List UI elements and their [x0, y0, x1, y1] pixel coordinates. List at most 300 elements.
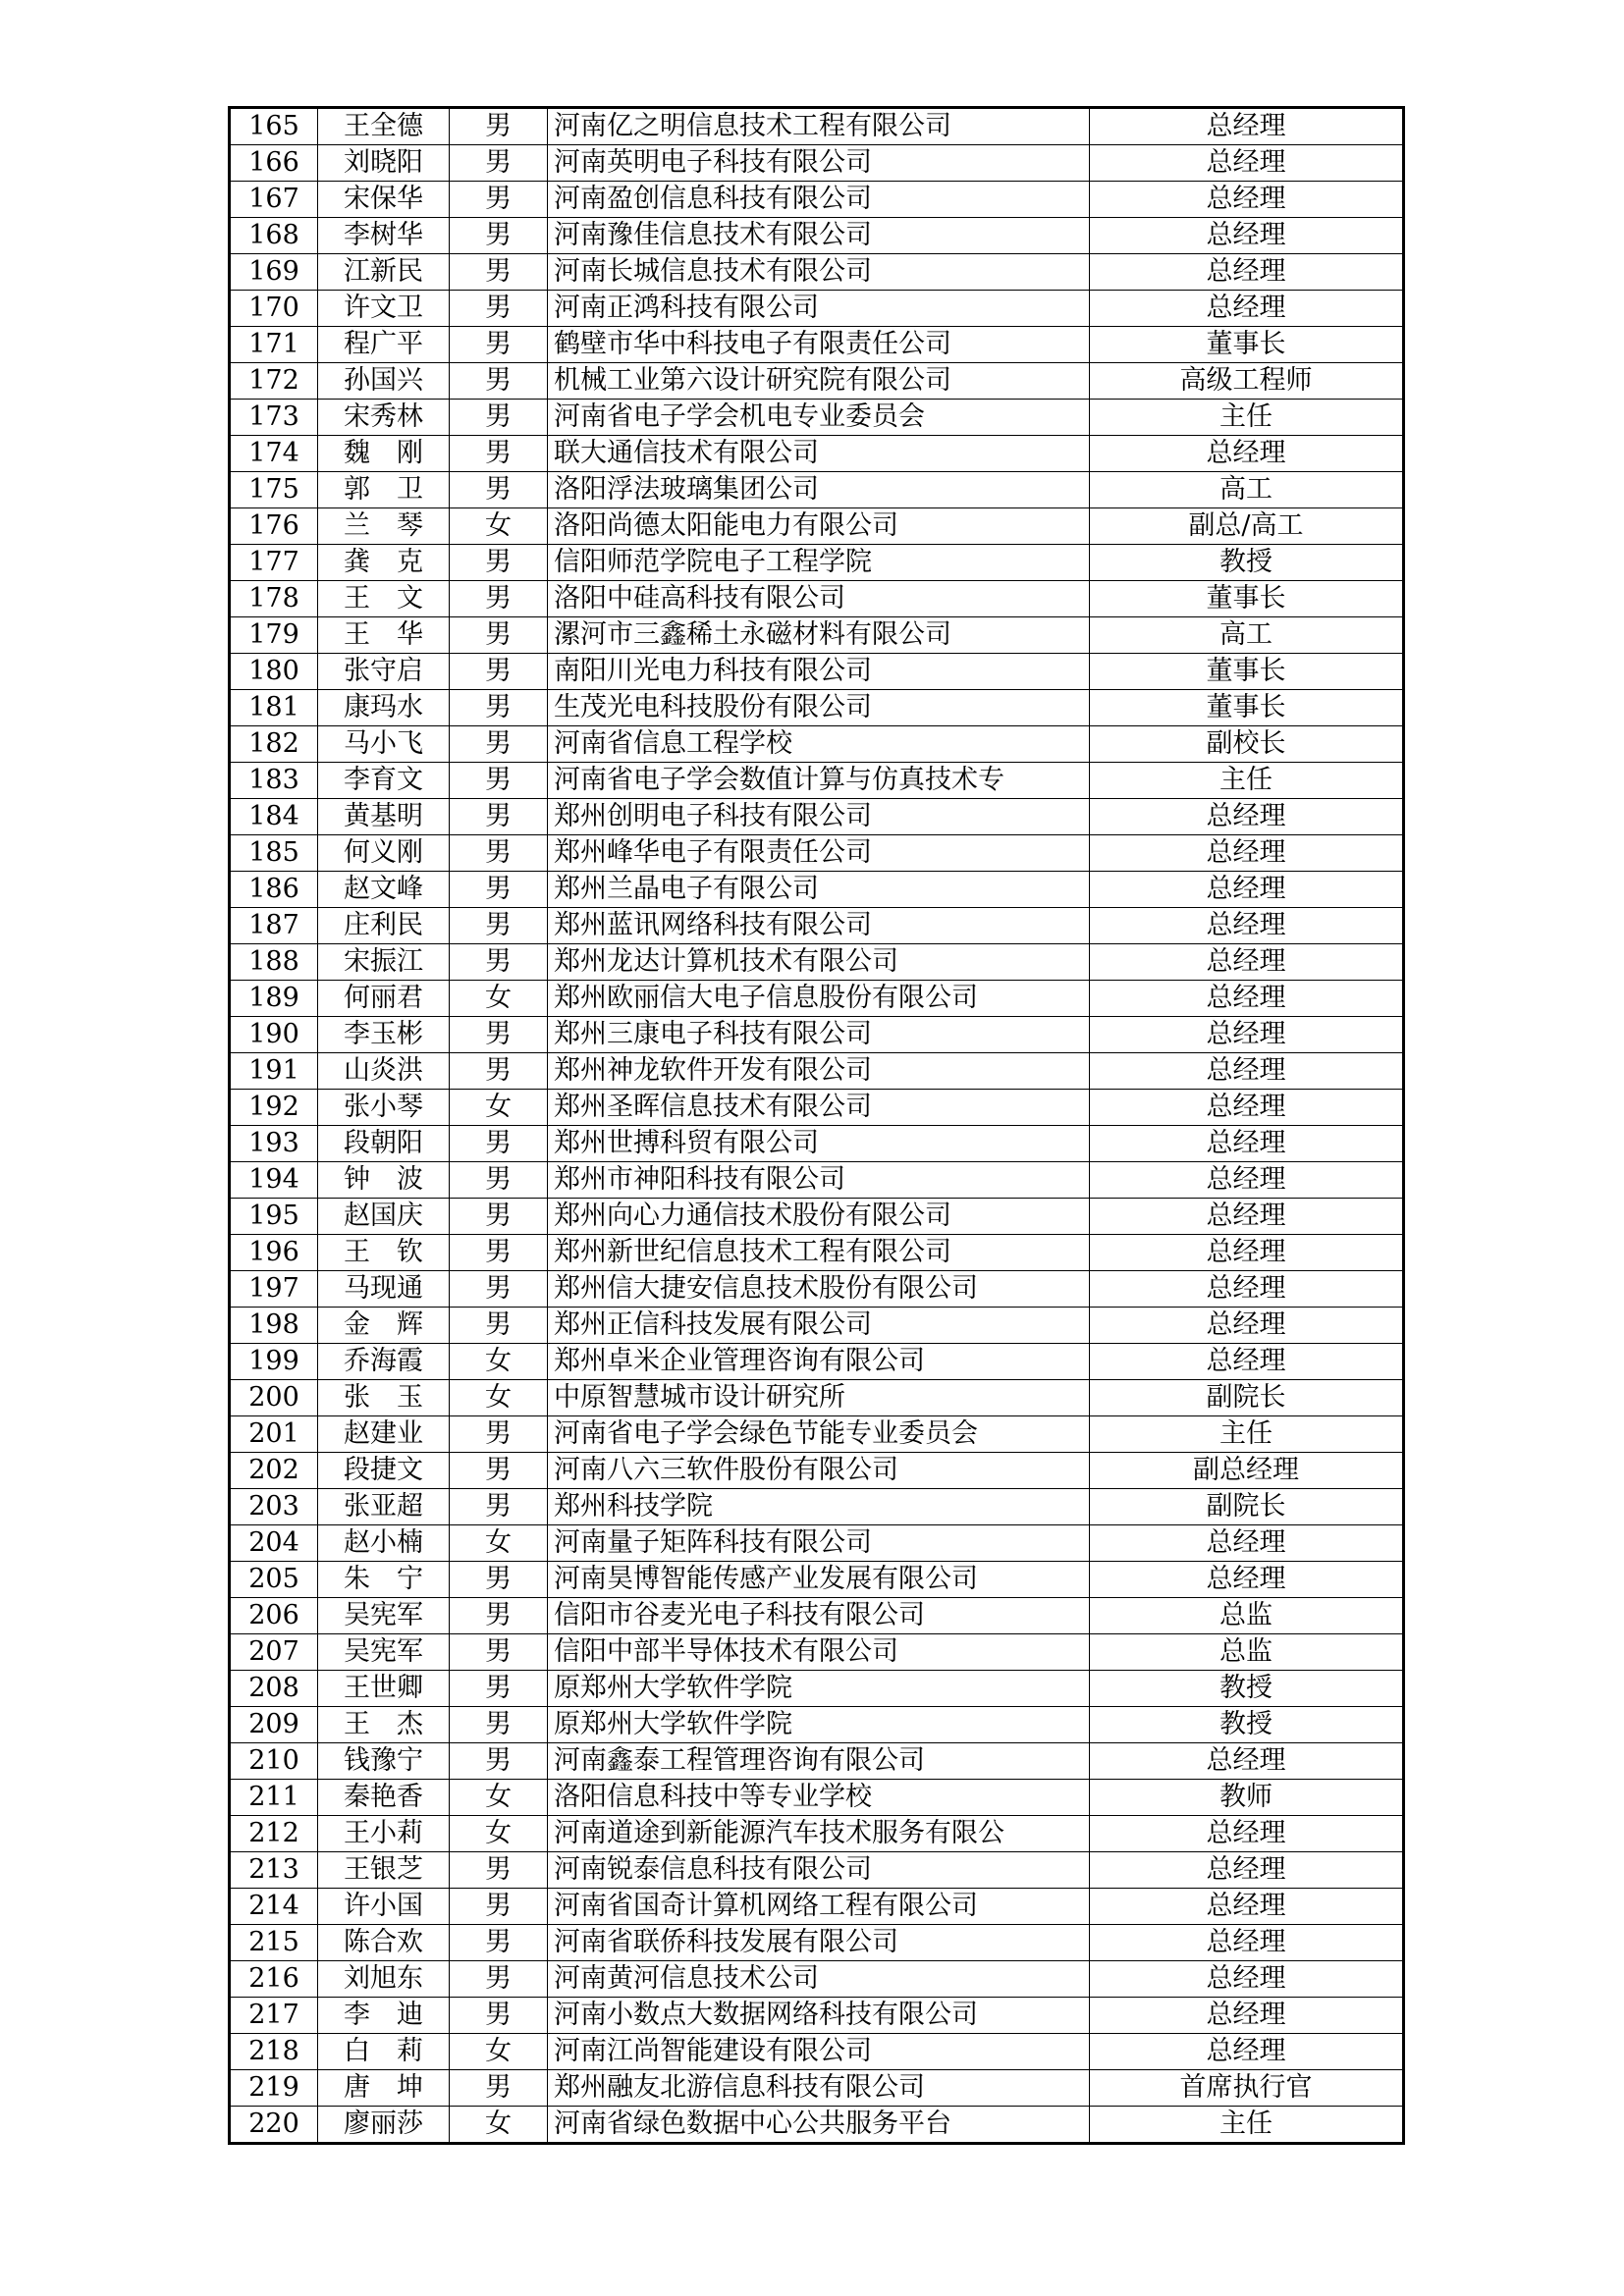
member-name: 廖丽莎	[318, 2107, 450, 2144]
member-title: 总经理	[1090, 1852, 1404, 1889]
member-organization: 原郑州大学软件学院	[548, 1707, 1090, 1743]
member-title: 总经理	[1090, 218, 1404, 254]
member-gender: 男	[450, 472, 548, 508]
member-name: 王 文	[318, 581, 450, 617]
row-number: 207	[230, 1634, 318, 1671]
member-name: 钱豫宁	[318, 1743, 450, 1780]
table-row	[230, 981, 1404, 1017]
member-gender: 男	[450, 1925, 548, 1961]
member-organization: 洛阳中硅高科技有限公司	[548, 581, 1090, 617]
member-name: 陈合欢	[318, 1925, 450, 1961]
member-gender: 男	[450, 1852, 548, 1889]
table-row	[230, 799, 1404, 835]
member-name: 王 杰	[318, 1707, 450, 1743]
table-row	[230, 508, 1404, 545]
member-name: 何义刚	[318, 835, 450, 872]
table-row	[230, 763, 1404, 799]
table-row	[230, 436, 1404, 472]
member-name: 庄利民	[318, 908, 450, 944]
table-row	[230, 182, 1404, 218]
member-title: 总经理	[1090, 944, 1404, 981]
member-title: 副院长	[1090, 1489, 1404, 1525]
member-name: 李 迪	[318, 1998, 450, 2034]
table-row	[230, 1199, 1404, 1235]
member-title: 总经理	[1090, 1053, 1404, 1090]
member-gender: 男	[450, 908, 548, 944]
member-title: 总经理	[1090, 436, 1404, 472]
table-row	[230, 872, 1404, 908]
row-number: 210	[230, 1743, 318, 1780]
member-organization: 河南黄河信息技术公司	[548, 1961, 1090, 1998]
member-title: 董事长	[1090, 654, 1404, 690]
member-title: 首席执行官	[1090, 2070, 1404, 2107]
member-title: 总经理	[1090, 1090, 1404, 1126]
table-row	[230, 291, 1404, 327]
member-name: 王 钦	[318, 1235, 450, 1271]
member-title: 高工	[1090, 472, 1404, 508]
row-number: 188	[230, 944, 318, 981]
table-row	[230, 654, 1404, 690]
member-organization: 河南鑫泰工程管理咨询有限公司	[548, 1743, 1090, 1780]
table-row	[230, 2070, 1404, 2107]
member-organization: 河南道途到新能源汽车技术服务有限公	[548, 1816, 1090, 1852]
member-gender: 男	[450, 690, 548, 726]
member-title: 总经理	[1090, 1743, 1404, 1780]
table-row	[230, 400, 1404, 436]
member-gender: 男	[450, 1308, 548, 1344]
member-title: 总经理	[1090, 254, 1404, 291]
member-gender: 男	[450, 545, 548, 581]
member-name: 秦艳香	[318, 1780, 450, 1816]
member-name: 马现通	[318, 1271, 450, 1308]
member-organization: 郑州正信科技发展有限公司	[548, 1308, 1090, 1344]
member-gender: 男	[450, 1707, 548, 1743]
member-name: 魏 刚	[318, 436, 450, 472]
member-organization: 原郑州大学软件学院	[548, 1671, 1090, 1707]
member-organization: 鹤壁市华中科技电子有限责任公司	[548, 327, 1090, 363]
table-row	[230, 254, 1404, 291]
row-number: 218	[230, 2034, 318, 2070]
member-organization: 河南亿之明信息技术工程有限公司	[548, 108, 1090, 145]
member-gender: 女	[450, 1380, 548, 1416]
member-organization: 郑州圣晖信息技术有限公司	[548, 1090, 1090, 1126]
table-row	[230, 1562, 1404, 1598]
table-row	[230, 1925, 1404, 1961]
member-name: 黄基明	[318, 799, 450, 835]
row-number: 184	[230, 799, 318, 835]
member-gender: 男	[450, 1562, 548, 1598]
row-number: 214	[230, 1889, 318, 1925]
row-number: 206	[230, 1598, 318, 1634]
table-row	[230, 726, 1404, 763]
member-title: 总经理	[1090, 799, 1404, 835]
table-row	[230, 581, 1404, 617]
row-number: 186	[230, 872, 318, 908]
row-number: 187	[230, 908, 318, 944]
member-organization: 河南盈创信息科技有限公司	[548, 182, 1090, 218]
member-name: 许小国	[318, 1889, 450, 1925]
table-row	[230, 1634, 1404, 1671]
member-title: 总经理	[1090, 1925, 1404, 1961]
table-row	[230, 1053, 1404, 1090]
table-row	[230, 1598, 1404, 1634]
row-number: 190	[230, 1017, 318, 1053]
member-gender: 男	[450, 763, 548, 799]
member-name: 金 辉	[318, 1308, 450, 1344]
row-number: 213	[230, 1852, 318, 1889]
table-row	[230, 145, 1404, 182]
table-row	[230, 1525, 1404, 1562]
row-number: 217	[230, 1998, 318, 2034]
table-row	[230, 1017, 1404, 1053]
member-name: 张小琴	[318, 1090, 450, 1126]
member-title: 总经理	[1090, 145, 1404, 182]
member-gender: 男	[450, 726, 548, 763]
member-gender: 男	[450, 1598, 548, 1634]
row-number: 165	[230, 108, 318, 145]
member-title: 副总/高工	[1090, 508, 1404, 545]
member-organization: 河南锐泰信息科技有限公司	[548, 1852, 1090, 1889]
row-number: 208	[230, 1671, 318, 1707]
member-title: 总经理	[1090, 1271, 1404, 1308]
table-row	[230, 1998, 1404, 2034]
row-number: 174	[230, 436, 318, 472]
table-row	[230, 108, 1404, 145]
member-name: 唐 坤	[318, 2070, 450, 2107]
member-gender: 男	[450, 1162, 548, 1199]
row-number: 201	[230, 1416, 318, 1453]
table-row	[230, 1126, 1404, 1162]
row-number: 192	[230, 1090, 318, 1126]
member-gender: 男	[450, 1199, 548, 1235]
member-organization: 郑州融友北游信息科技有限公司	[548, 2070, 1090, 2107]
member-gender: 男	[450, 1671, 548, 1707]
member-organization: 河南省联侨科技发展有限公司	[548, 1925, 1090, 1961]
member-gender: 女	[450, 981, 548, 1017]
member-name: 李育文	[318, 763, 450, 799]
member-gender: 女	[450, 508, 548, 545]
member-organization: 河南豫佳信息技术有限公司	[548, 218, 1090, 254]
row-number: 173	[230, 400, 318, 436]
member-organization: 河南省电子学会绿色节能专业委员会	[548, 1416, 1090, 1453]
member-organization: 郑州蓝讯网络科技有限公司	[548, 908, 1090, 944]
table-row	[230, 363, 1404, 400]
member-name: 宋保华	[318, 182, 450, 218]
member-organization: 漯河市三鑫稀土永磁材料有限公司	[548, 617, 1090, 654]
row-number: 179	[230, 617, 318, 654]
member-title: 董事长	[1090, 327, 1404, 363]
row-number: 168	[230, 218, 318, 254]
member-name: 王小莉	[318, 1816, 450, 1852]
member-name: 孙国兴	[318, 363, 450, 400]
table-row	[230, 327, 1404, 363]
member-gender: 男	[450, 617, 548, 654]
member-title: 总经理	[1090, 1889, 1404, 1925]
row-number: 202	[230, 1453, 318, 1489]
member-title: 总经理	[1090, 1525, 1404, 1562]
member-organization: 郑州科技学院	[548, 1489, 1090, 1525]
member-name: 李玉彬	[318, 1017, 450, 1053]
member-title: 董事长	[1090, 581, 1404, 617]
member-gender: 女	[450, 2107, 548, 2144]
member-title: 主任	[1090, 763, 1404, 799]
row-number: 191	[230, 1053, 318, 1090]
member-gender: 男	[450, 436, 548, 472]
member-organization: 联大通信技术有限公司	[548, 436, 1090, 472]
row-number: 199	[230, 1344, 318, 1380]
row-number: 193	[230, 1126, 318, 1162]
member-name: 王银芝	[318, 1852, 450, 1889]
row-number: 203	[230, 1489, 318, 1525]
member-name: 宋秀林	[318, 400, 450, 436]
row-number: 211	[230, 1780, 318, 1816]
table-row	[230, 944, 1404, 981]
row-number: 200	[230, 1380, 318, 1416]
row-number: 219	[230, 2070, 318, 2107]
member-organization: 郑州市神阳科技有限公司	[548, 1162, 1090, 1199]
member-gender: 男	[450, 581, 548, 617]
member-name: 赵国庆	[318, 1199, 450, 1235]
member-organization: 河南省信息工程学校	[548, 726, 1090, 763]
member-name: 李树华	[318, 218, 450, 254]
member-gender: 男	[450, 1634, 548, 1671]
member-name: 刘旭东	[318, 1961, 450, 1998]
member-title: 副校长	[1090, 726, 1404, 763]
member-organization: 南阳川光电力科技有限公司	[548, 654, 1090, 690]
member-organization: 郑州新世纪信息技术工程有限公司	[548, 1235, 1090, 1271]
member-organization: 河南省国奇计算机网络工程有限公司	[548, 1889, 1090, 1925]
table-row	[230, 1707, 1404, 1743]
member-gender: 男	[450, 1998, 548, 2034]
member-name: 山炎洪	[318, 1053, 450, 1090]
member-title: 总经理	[1090, 872, 1404, 908]
row-number: 205	[230, 1562, 318, 1598]
member-title: 总经理	[1090, 908, 1404, 944]
member-gender: 男	[450, 1416, 548, 1453]
member-gender: 女	[450, 1525, 548, 1562]
table-row	[230, 690, 1404, 726]
member-gender: 女	[450, 2034, 548, 2070]
row-number: 176	[230, 508, 318, 545]
member-title: 主任	[1090, 1416, 1404, 1453]
member-title: 教师	[1090, 1780, 1404, 1816]
member-organization: 中原智慧城市设计研究所	[548, 1380, 1090, 1416]
table-row	[230, 218, 1404, 254]
row-number: 212	[230, 1816, 318, 1852]
member-title: 总经理	[1090, 835, 1404, 872]
member-gender: 男	[450, 1453, 548, 1489]
member-title: 教授	[1090, 1671, 1404, 1707]
member-name: 张守启	[318, 654, 450, 690]
member-organization: 信阳市谷麦光电子科技有限公司	[548, 1598, 1090, 1634]
member-organization: 河南正鸿科技有限公司	[548, 291, 1090, 327]
member-name: 刘晓阳	[318, 145, 450, 182]
member-title: 董事长	[1090, 690, 1404, 726]
member-gender: 女	[450, 1090, 548, 1126]
member-organization: 郑州欧丽信大电子信息股份有限公司	[548, 981, 1090, 1017]
member-gender: 男	[450, 1889, 548, 1925]
row-number: 171	[230, 327, 318, 363]
row-number: 196	[230, 1235, 318, 1271]
member-name: 王世卿	[318, 1671, 450, 1707]
row-number: 181	[230, 690, 318, 726]
member-organization: 郑州创明电子科技有限公司	[548, 799, 1090, 835]
member-name: 王全德	[318, 108, 450, 145]
row-number: 204	[230, 1525, 318, 1562]
member-organization: 郑州峰华电子有限责任公司	[548, 835, 1090, 872]
member-organization: 郑州神龙软件开发有限公司	[548, 1053, 1090, 1090]
member-title: 总经理	[1090, 1199, 1404, 1235]
member-organization: 洛阳浮法玻璃集团公司	[548, 472, 1090, 508]
member-name: 江新民	[318, 254, 450, 291]
member-gender: 男	[450, 1053, 548, 1090]
member-organization: 河南省绿色数据中心公共服务平台	[548, 2107, 1090, 2144]
row-number: 167	[230, 182, 318, 218]
member-name: 吴宪军	[318, 1634, 450, 1671]
member-name: 许文卫	[318, 291, 450, 327]
member-title: 总经理	[1090, 981, 1404, 1017]
member-gender: 男	[450, 2070, 548, 2107]
row-number: 198	[230, 1308, 318, 1344]
member-gender: 男	[450, 254, 548, 291]
member-title: 总经理	[1090, 1308, 1404, 1344]
member-organization: 郑州世搏科贸有限公司	[548, 1126, 1090, 1162]
member-organization: 河南小数点大数据网络科技有限公司	[548, 1998, 1090, 2034]
table-row	[230, 1344, 1404, 1380]
table-row	[230, 1090, 1404, 1126]
table-row	[230, 1852, 1404, 1889]
member-organization: 河南江尚智能建设有限公司	[548, 2034, 1090, 2070]
member-gender: 男	[450, 1743, 548, 1780]
member-name: 张亚超	[318, 1489, 450, 1525]
member-gender: 男	[450, 400, 548, 436]
member-name: 白 莉	[318, 2034, 450, 2070]
member-name: 钟 波	[318, 1162, 450, 1199]
member-name: 程广平	[318, 327, 450, 363]
table-row	[230, 1816, 1404, 1852]
member-organization: 河南省电子学会数值计算与仿真技术专	[548, 763, 1090, 799]
row-number: 209	[230, 1707, 318, 1743]
member-gender: 男	[450, 654, 548, 690]
member-gender: 男	[450, 291, 548, 327]
member-organization: 信阳师范学院电子工程学院	[548, 545, 1090, 581]
row-number: 194	[230, 1162, 318, 1199]
table-row	[230, 835, 1404, 872]
member-gender: 男	[450, 872, 548, 908]
member-title: 总经理	[1090, 182, 1404, 218]
row-number: 189	[230, 981, 318, 1017]
member-gender: 男	[450, 1017, 548, 1053]
row-number: 175	[230, 472, 318, 508]
member-name: 赵建业	[318, 1416, 450, 1453]
member-organization: 郑州卓米企业管理咨询有限公司	[548, 1344, 1090, 1380]
row-number: 185	[230, 835, 318, 872]
member-gender: 男	[450, 327, 548, 363]
table-row	[230, 1416, 1404, 1453]
table-row	[230, 908, 1404, 944]
member-gender: 男	[450, 1271, 548, 1308]
row-number: 180	[230, 654, 318, 690]
member-title: 总经理	[1090, 1998, 1404, 2034]
member-title: 总经理	[1090, 1162, 1404, 1199]
member-organization: 郑州龙达计算机技术有限公司	[548, 944, 1090, 981]
member-title: 教授	[1090, 1707, 1404, 1743]
table-row	[230, 617, 1404, 654]
member-gender: 男	[450, 1489, 548, 1525]
member-organization: 郑州兰晶电子有限公司	[548, 872, 1090, 908]
member-name: 康玛水	[318, 690, 450, 726]
member-name: 张 玉	[318, 1380, 450, 1416]
member-organization: 郑州信大捷安信息技术股份有限公司	[548, 1271, 1090, 1308]
row-number: 166	[230, 145, 318, 182]
member-gender: 男	[450, 1126, 548, 1162]
row-number: 169	[230, 254, 318, 291]
table-row	[230, 1961, 1404, 1998]
member-title: 总经理	[1090, 1344, 1404, 1380]
row-number: 215	[230, 1925, 318, 1961]
table-row	[230, 1743, 1404, 1780]
row-number: 182	[230, 726, 318, 763]
table-row	[230, 1889, 1404, 1925]
table-row	[230, 1489, 1404, 1525]
member-table	[228, 106, 1405, 2145]
member-title: 高工	[1090, 617, 1404, 654]
member-name: 乔海霞	[318, 1344, 450, 1380]
member-title: 总经理	[1090, 291, 1404, 327]
table-row	[230, 1780, 1404, 1816]
member-title: 总经理	[1090, 1816, 1404, 1852]
member-gender: 男	[450, 182, 548, 218]
row-number: 220	[230, 2107, 318, 2144]
member-title: 总经理	[1090, 1235, 1404, 1271]
member-organization: 机械工业第六设计研究院有限公司	[548, 363, 1090, 400]
member-title: 总经理	[1090, 1126, 1404, 1162]
row-number: 178	[230, 581, 318, 617]
row-number: 216	[230, 1961, 318, 1998]
table-row	[230, 545, 1404, 581]
member-gender: 男	[450, 145, 548, 182]
member-organization: 河南长城信息技术有限公司	[548, 254, 1090, 291]
member-gender: 男	[450, 835, 548, 872]
member-name: 王 华	[318, 617, 450, 654]
table-row	[230, 1235, 1404, 1271]
member-gender: 男	[450, 1235, 548, 1271]
member-title: 总经理	[1090, 108, 1404, 145]
member-title: 主任	[1090, 400, 1404, 436]
member-organization: 郑州三康电子科技有限公司	[548, 1017, 1090, 1053]
row-number: 172	[230, 363, 318, 400]
member-title: 总经理	[1090, 1017, 1404, 1053]
member-gender: 女	[450, 1816, 548, 1852]
member-name: 段朝阳	[318, 1126, 450, 1162]
member-gender: 女	[450, 1780, 548, 1816]
member-name: 段捷文	[318, 1453, 450, 1489]
table-row	[230, 472, 1404, 508]
member-organization: 河南量子矩阵科技有限公司	[548, 1525, 1090, 1562]
table-row	[230, 1308, 1404, 1344]
member-title: 总监	[1090, 1634, 1404, 1671]
member-gender: 男	[450, 363, 548, 400]
member-gender: 男	[450, 1961, 548, 1998]
member-organization: 河南英明电子科技有限公司	[548, 145, 1090, 182]
table-row	[230, 1162, 1404, 1199]
member-title: 教授	[1090, 545, 1404, 581]
member-gender: 男	[450, 944, 548, 981]
member-title: 高级工程师	[1090, 363, 1404, 400]
member-organization: 河南省电子学会机电专业委员会	[548, 400, 1090, 436]
row-number: 170	[230, 291, 318, 327]
member-name: 朱 宁	[318, 1562, 450, 1598]
